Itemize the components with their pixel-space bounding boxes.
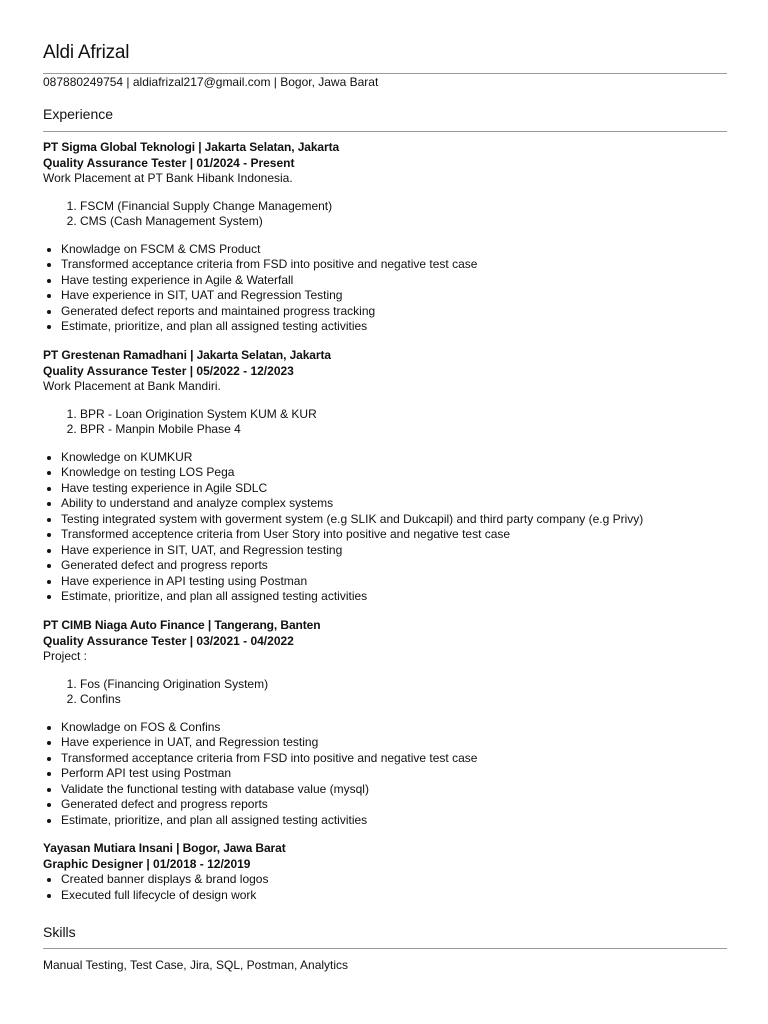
job-company: PT Sigma Global Teknologi | Jakarta Selatan, Jakarta: [43, 140, 340, 154]
project-item: 1. BPR - Loan Origination System KUM & KUR: [80, 407, 727, 423]
responsibility-item: • Generated defect and progress reports: [61, 797, 727, 813]
responsibility-item: • Knowladge on FOS & Confins: [61, 720, 727, 736]
skills-list: Manual Testing, Test Case, Jira, SQL, Postman, Analytics: [43, 958, 349, 972]
responsibility-item: • Have experience in UAT, and Regression testing: [61, 735, 727, 751]
job-company: PT Grestenan Ramadhani | Jakarta Selatan, Jakarta: [43, 348, 331, 362]
responsibility-item: • Have testing experience in Agile & Waterfall: [61, 273, 727, 289]
job-entry: [43, 140, 727, 335]
responsibility-item: • Transformed acceptence criteria from User Story into positive and negative test case: [61, 527, 727, 543]
job-entry: [43, 841, 727, 903]
skills-divider: [43, 948, 727, 949]
job-entry: [43, 618, 727, 828]
responsibility-item: • Validate the functional testing with database value (mysql): [61, 782, 727, 798]
job-role: Graphic Designer | 01/2018 - 12/2019: [43, 856, 251, 871]
project-item: 2. CMS (Cash Management System): [80, 214, 727, 230]
responsibility-item: • Estimate, prioritize, and plan all assigned testing activities: [61, 589, 727, 605]
responsibility-item: • Have testing experience in Agile SDLC: [61, 481, 727, 497]
project-item: 2. Confins: [80, 692, 727, 708]
responsibility-item: • Generated defect and progress reports: [61, 558, 727, 574]
skills-heading: Skills: [43, 924, 76, 940]
job-description: Work Placement at Bank Mandiri.: [43, 379, 221, 393]
responsibility-item: • Knowladge on FSCM & CMS Product: [61, 242, 727, 258]
header-divider: [43, 73, 727, 74]
job-company: Yayasan Mutiara Insani | Bogor, Jawa Barat: [43, 841, 286, 855]
responsibility-item: • Knowledge on KUMKUR: [61, 450, 727, 466]
job-entry: [43, 348, 727, 605]
project-list: [43, 407, 727, 438]
responsibility-list: [43, 450, 727, 605]
responsibility-item: • Have experience in SIT, UAT, and Regression testing: [61, 543, 727, 559]
project-list: [43, 677, 727, 708]
responsibility-item: • Transformed acceptance criteria from FSD into positive and negative test case: [61, 257, 727, 273]
job-role: Quality Assurance Tester | 03/2021 - 04/2022: [43, 633, 294, 648]
responsibility-list: [43, 720, 727, 829]
responsibility-item: • Have experience in API testing using Postman: [61, 574, 727, 590]
responsibility-item: • Created banner displays & brand logos: [61, 872, 727, 888]
job-description: Project :: [43, 649, 88, 663]
responsibility-list: [43, 872, 727, 903]
project-item: 1. FSCM (Financial Supply Change Management): [80, 199, 727, 215]
responsibility-item: • Estimate, prioritize, and plan all assigned testing activities: [61, 813, 727, 829]
responsibility-item: • Knowledge on testing LOS Pega: [61, 465, 727, 481]
responsibility-item: • Transformed acceptance criteria from FSD into positive and negative test case: [61, 751, 727, 767]
project-item: 2. BPR - Manpin Mobile Phase 4: [80, 422, 727, 438]
responsibility-item: • Executed full lifecycle of design work: [61, 888, 727, 904]
responsibility-item: • Have experience in SIT, UAT and Regression Testing: [61, 288, 727, 304]
responsibility-list: [43, 242, 727, 335]
responsibility-item: • Perform API test using Postman: [61, 766, 727, 782]
project-item: 1. Fos (Financing Origination System): [80, 677, 727, 693]
responsibility-item: • Testing integrated system with goverment system (e.g SLIK and Dukcapil) and third party company (e.g Privy): [61, 512, 727, 528]
job-role: Quality Assurance Tester | 01/2024 - Present: [43, 155, 295, 170]
job-description: Work Placement at PT Bank Hibank Indonesia.: [43, 171, 293, 185]
contact-info: 087880249754 | aldiafrizal217@gmail.com | Bogor, Jawa Barat: [43, 75, 379, 89]
job-company: PT CIMB Niaga Auto Finance | Tangerang, Banten: [43, 618, 321, 632]
responsibility-item: • Estimate, prioritize, and plan all assigned testing activities: [61, 319, 727, 335]
candidate-name: Aldi Afrizal: [43, 42, 130, 63]
experience-heading: Experience: [43, 106, 114, 122]
project-list: [43, 199, 727, 230]
experience-divider: [43, 131, 727, 132]
responsibility-item: • Ability to understand and analyze complex systems: [61, 496, 727, 512]
responsibility-item: • Generated defect reports and maintained progress tracking: [61, 304, 727, 320]
job-role: Quality Assurance Tester | 05/2022 - 12/2023: [43, 363, 294, 378]
